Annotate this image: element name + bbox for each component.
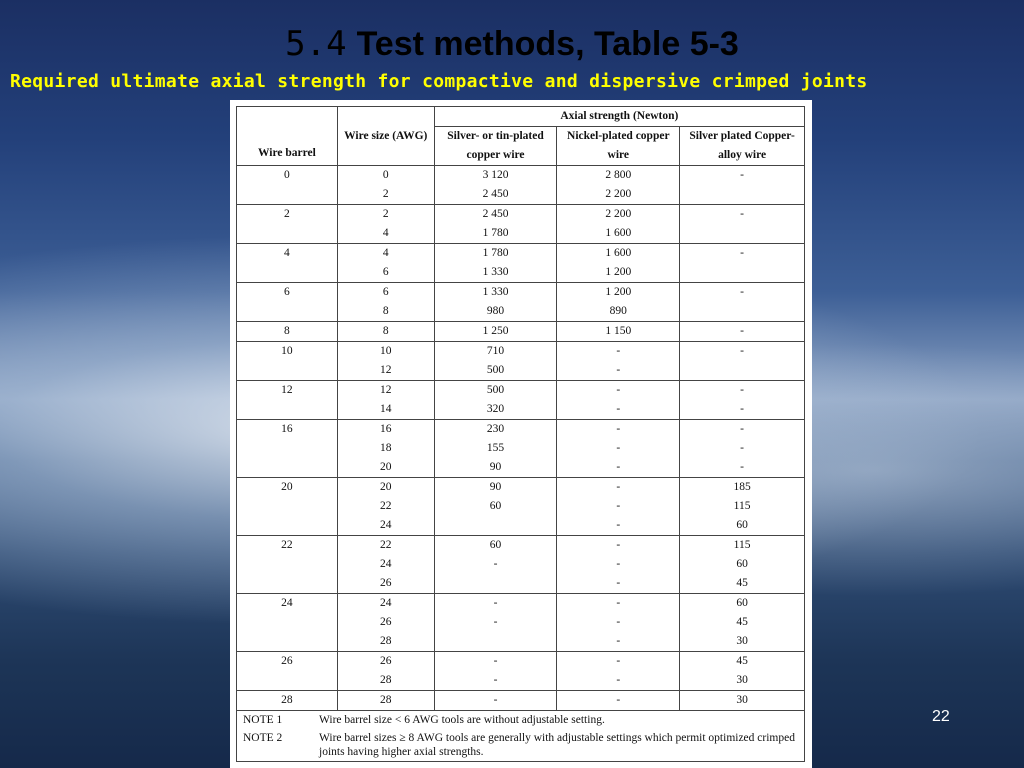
cell-size: 6 (337, 283, 434, 303)
cell-silver (434, 632, 557, 652)
cell-silver: 710 (434, 342, 557, 362)
header-silver-alloy: Silver plated Copper-alloy wire (680, 127, 805, 166)
cell-alloy: - (680, 283, 805, 303)
cell-silver: - (434, 555, 557, 574)
table-row (237, 536, 805, 556)
table-row (237, 594, 805, 614)
cell-nickel: - (557, 613, 680, 632)
cell-nickel: 890 (557, 302, 680, 322)
cell-size: 28 (337, 691, 434, 711)
cell-silver (434, 516, 557, 536)
cell-nickel: 1 600 (557, 244, 680, 264)
cell-nickel: - (557, 458, 680, 478)
note-text: Wire barrel sizes ≥ 8 AWG tools are generally with adjustable settings which permit optimized crimped joints having higher axial strengths. (319, 732, 795, 758)
cell-silver: 1 780 (434, 224, 557, 244)
table-row (237, 420, 805, 440)
cell-size: 10 (337, 342, 434, 362)
cell-size: 24 (337, 516, 434, 536)
cell-nickel: - (557, 632, 680, 652)
cell-silver: 90 (434, 478, 557, 498)
cell-size: 18 (337, 439, 434, 458)
cell-silver: 90 (434, 458, 557, 478)
cell-alloy: 45 (680, 652, 805, 672)
cell-size: 8 (337, 302, 434, 322)
cell-wire-barrel: 10 (237, 342, 338, 381)
cell-silver: - (434, 652, 557, 672)
cell-size: 24 (337, 594, 434, 614)
cell-nickel: - (557, 439, 680, 458)
cell-size: 2 (337, 185, 434, 205)
cell-alloy (680, 224, 805, 244)
note-row (237, 711, 805, 729)
cell-size: 0 (337, 166, 434, 186)
cell-silver: 3 120 (434, 166, 557, 186)
table-row (237, 166, 805, 186)
header-nickel: Nickel-plated copper wire (557, 127, 680, 166)
cell-silver: - (434, 671, 557, 691)
cell-alloy: 30 (680, 691, 805, 711)
cell-silver: 1 250 (434, 322, 557, 342)
cell-wire-barrel: 4 (237, 244, 338, 283)
cell-nickel: - (557, 361, 680, 381)
cell-size: 26 (337, 652, 434, 672)
cell-wire-barrel: 26 (237, 652, 338, 691)
cell-silver: 1 330 (434, 283, 557, 303)
cell-size: 8 (337, 322, 434, 342)
cell-silver: - (434, 613, 557, 632)
cell-alloy: 115 (680, 497, 805, 516)
cell-nickel: - (557, 574, 680, 594)
cell-alloy: 30 (680, 671, 805, 691)
cell-nickel: - (557, 555, 680, 574)
table-row (237, 381, 805, 401)
cell-alloy: - (680, 400, 805, 420)
cell-nickel: 2 800 (557, 166, 680, 186)
cell-nickel: 1 200 (557, 263, 680, 283)
table-row (237, 652, 805, 672)
cell-size: 4 (337, 244, 434, 264)
cell-nickel: 1 600 (557, 224, 680, 244)
cell-silver: 500 (434, 361, 557, 381)
cell-size: 2 (337, 205, 434, 225)
cell-size: 20 (337, 478, 434, 498)
cell-alloy: 60 (680, 594, 805, 614)
cell-silver: - (434, 691, 557, 711)
cell-alloy: 30 (680, 632, 805, 652)
note-label: NOTE 2 (243, 732, 283, 744)
cell-silver: 320 (434, 400, 557, 420)
cell-size: 26 (337, 613, 434, 632)
cell-alloy (680, 263, 805, 283)
cell-nickel: 1 150 (557, 322, 680, 342)
note-text: Wire barrel size < 6 AWG tools are without adjustable setting. (319, 714, 605, 726)
table-image (230, 100, 812, 768)
cell-nickel: - (557, 420, 680, 440)
cell-silver: 1 330 (434, 263, 557, 283)
cell-size: 22 (337, 536, 434, 556)
table-row (237, 322, 805, 342)
cell-alloy (680, 302, 805, 322)
cell-nickel: - (557, 400, 680, 420)
cell-wire-barrel: 6 (237, 283, 338, 322)
cell-silver (434, 574, 557, 594)
cell-nickel: - (557, 652, 680, 672)
table-notes (236, 711, 805, 762)
cell-size: 6 (337, 263, 434, 283)
cell-size: 24 (337, 555, 434, 574)
cell-nickel: - (557, 478, 680, 498)
cell-alloy: 60 (680, 516, 805, 536)
cell-alloy (680, 185, 805, 205)
cell-silver: 155 (434, 439, 557, 458)
cell-wire-barrel: 28 (237, 691, 338, 711)
cell-alloy: 115 (680, 536, 805, 556)
cell-alloy: - (680, 420, 805, 440)
cell-nickel: - (557, 381, 680, 401)
table-body (237, 166, 805, 711)
cell-silver: 60 (434, 536, 557, 556)
cell-size: 4 (337, 224, 434, 244)
cell-alloy: - (680, 244, 805, 264)
cell-silver: 2 450 (434, 205, 557, 225)
cell-size: 16 (337, 420, 434, 440)
title-text: Test methods, Table 5-3 (356, 25, 739, 63)
table-row (237, 478, 805, 498)
header-wire-size: Wire size (AWG) (337, 107, 434, 166)
header-silver-tin: Silver- or tin-plated copper wire (434, 127, 557, 166)
cell-nickel: - (557, 342, 680, 362)
cell-alloy: - (680, 322, 805, 342)
cell-nickel: - (557, 691, 680, 711)
page-number: 22 (932, 708, 950, 725)
cell-size: 12 (337, 381, 434, 401)
cell-wire-barrel: 22 (237, 536, 338, 594)
cell-alloy (680, 361, 805, 381)
cell-silver: 230 (434, 420, 557, 440)
cell-alloy: 60 (680, 555, 805, 574)
slide-title (0, 24, 1024, 64)
cell-size: 20 (337, 458, 434, 478)
cell-wire-barrel: 12 (237, 381, 338, 420)
table-row (237, 283, 805, 303)
cell-nickel: - (557, 594, 680, 614)
cell-nickel: - (557, 536, 680, 556)
cell-size: 22 (337, 497, 434, 516)
cell-silver: 980 (434, 302, 557, 322)
cell-nickel: 2 200 (557, 185, 680, 205)
cell-wire-barrel: 16 (237, 420, 338, 478)
cell-wire-barrel: 8 (237, 322, 338, 342)
cell-size: 28 (337, 632, 434, 652)
cell-nickel: 2 200 (557, 205, 680, 225)
cell-alloy: - (680, 205, 805, 225)
cell-alloy: - (680, 439, 805, 458)
cell-silver: 60 (434, 497, 557, 516)
cell-alloy: - (680, 381, 805, 401)
cell-size: 28 (337, 671, 434, 691)
cell-size: 14 (337, 400, 434, 420)
cell-wire-barrel: 0 (237, 166, 338, 205)
cell-alloy: 45 (680, 574, 805, 594)
cell-wire-barrel: 20 (237, 478, 338, 536)
table-row (237, 691, 805, 711)
cell-silver: 2 450 (434, 185, 557, 205)
table-row (237, 205, 805, 225)
table-row (237, 244, 805, 264)
cell-nickel: 1 200 (557, 283, 680, 303)
cell-size: 12 (337, 361, 434, 381)
cell-alloy: - (680, 166, 805, 186)
note-label: NOTE 1 (243, 714, 283, 726)
title-number: 5.4 (285, 24, 347, 64)
slide-subtitle: Required ultimate axial strength for compactive and dispersive crimped joints (10, 71, 868, 92)
cell-alloy: 45 (680, 613, 805, 632)
cell-alloy: - (680, 342, 805, 362)
cell-silver: 1 780 (434, 244, 557, 264)
header-axial-strength: Axial strength (Newton) (434, 107, 804, 127)
header-wire-barrel: Wire barrel (237, 107, 338, 166)
cell-size: 26 (337, 574, 434, 594)
table-row (237, 342, 805, 362)
cell-alloy: 185 (680, 478, 805, 498)
note-row (237, 729, 805, 762)
cell-silver: - (434, 594, 557, 614)
cell-silver: 500 (434, 381, 557, 401)
cell-wire-barrel: 24 (237, 594, 338, 652)
axial-strength-table (236, 106, 805, 711)
cell-wire-barrel: 2 (237, 205, 338, 244)
cell-nickel: - (557, 516, 680, 536)
cell-alloy: - (680, 458, 805, 478)
cell-nickel: - (557, 497, 680, 516)
cell-nickel: - (557, 671, 680, 691)
